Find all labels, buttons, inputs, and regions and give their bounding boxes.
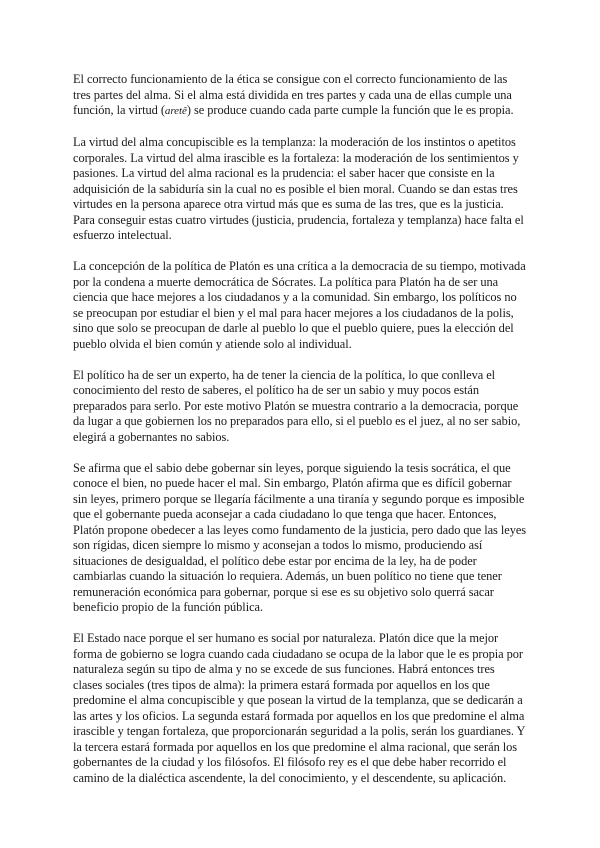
paragraph-politics-conception: La concepción de la política de Platón es una crítica a la democracia de su tiempo, motivada por la condena a muerte democrática de Sócrates. La política para Platón ha de ser una ciencia que hace mejores a los ciudadanos y a la comunidad. Sin embargo, los políticos no se preocupan por estudiar el bien y el mal para hacer mejores a los ciudadanos de la polis, sino que solo se preocupan de darle al pueblo lo que el pueblo quiere, pues la elección del pueblo olvida el bien común y atiende solo al individual. [73,259,526,351]
document-body [73,72,527,786]
paragraph-laws: Se afirma que el sabio debe gobernar sin leyes, porque siguiendo la tesis socrática, el que conoce el bien, no puede hacer el mal. Sin embargo, Platón afirma que es difícil gobernar sin leyes, primero porque se llegaría fácilmente a una tiranía y segundo porque es imposible que el gobernante pueda aconsejar a cada ciudadano lo que tenga que hacer. Entonces, Platón propone obedecer a las leyes como fundamento de la justicia, pero dado que las leyes son rígidas, dicen siempre lo mismo y aconsejan a todos lo mismo, produciendo así situaciones de desigualdad, el político debe estar por encima de la ley, ha de poder cambiarlas cuando la situación lo requiera. Además, un buen político no tiene que tener remuneración económica para gobernar, porque si ese es su objetivo solo querrá sacar beneficio propio de la función pública. [73,460,527,614]
paragraph-ethics-function [73,72,527,120]
paragraph-ethics-function-text: El correcto funcionamiento de la ética se consigue con el correcto funcionamiento de las tres partes del alma. Si el alma está dividida en tres partes y cada una de ellas cumple una función, la virtud ( [73,72,512,117]
paragraph-virtues: La virtud del alma concupiscible es la templanza: la moderación de los instintos o apetitos corporales. La virtud del alma irascible es la fortaleza: la moderación de los sentimientos y pasiones. La virtud del alma racional es la prudencia: el saber hacer que consiste en la adquisición de la sabiduría sin la cual no es posible el bien moral. Cuando se dan estas tres virtudes en la persona aparece otra virtud más que es suma de las tres, que es la justicia. Para conseguir estas cuatro virtudes (justicia, prudencia, fortaleza y templanza) hace falta el esfuerzo intelectual. [73,135,524,242]
arete-term: aretê [164,105,187,117]
paragraph-ethics-function-text-end: ) se produce cuando cada parte cumple la función que le es propia. [186,103,514,117]
paragraph-politician-expert: El político ha de ser un experto, ha de tener la ciencia de la política, lo que conlleva el conocimiento del resto de saberes, el político ha de ser un sabio y muy pocos están preparados para serlo. Por este motivo Platón se muestra contrario a la democracia, porque da lugar a que gobiernen los no preparados para ello, si el pueblo es el juez, al no ser sabio, elegirá a gobernantes no sabios. [73,367,521,444]
paragraph-state-classes: El Estado nace porque el ser humano es social por naturaleza. Platón dice que la mejor forma de gobierno se logra cuando cada ciudadano se ocupa de la labor que le es propia por naturaleza según su tipo de alma y no se excede de sus funciones. Habrá entonces tres clases sociales (tres tipos de alma): la primera estará formada por aquellos en los que predomine el alma concupiscible y que posean la virtud de la templanza, que se dedicarán a las artes y los oficios. La segunda estará formada por aquellos en los que predomine el alma irascible y tengan fortaleza, que proporcionarán seguridad a la polis, serán los guardianes. Y la tercera estará formada por aquellos en los que predomine el alma racional, que serán los gobernantes de la ciudad y los filósofos. El filósofo rey es el que debe haber recorrido el camino de la dialéctica ascendente, la del conocimiento, y el descendente, su aplicación. [73,631,525,785]
